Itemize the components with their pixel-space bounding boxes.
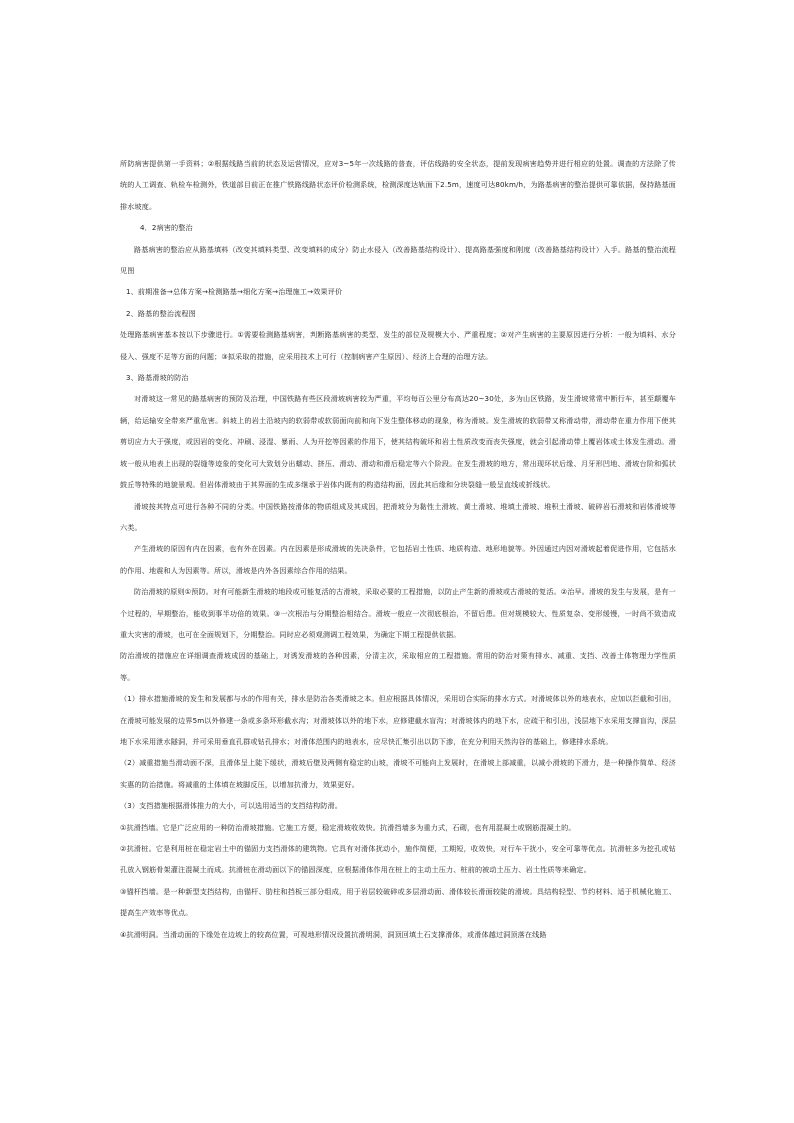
- paragraph-treatment-procedure: 处理路基病害基本按以下步骤进行。①需要检测路基病害，判断路基病害的类型、发生的部位及规模大小、严重程度；②对产生病害的主要原因进行分析：一般为填料、水分侵入、强度不足等方面的问题；③拟采取的措施，应采用技术上可行（控制病害产生原因）、经济上合理的治理方法。: [120, 330, 676, 361]
- document-body: [120, 153, 676, 945]
- paragraph-retaining-measures: （3）支挡措施根据滑体推力的大小，可以选用适当的支挡结构防滑。: [120, 801, 342, 811]
- paragraph-anchor-wall: ③锚杆挡墙。是一种新型支挡结构，由锚杆、肋柱和挡板三部分组成，用于岩层较破碎或多层滑动面、滑体较长滑面较陡的滑坡。具结构轻型、节约材料、适于机械化施工、提高生产效率等优点。: [120, 886, 676, 918]
- paragraph-landslide-causes: 产生滑坡的原因有内在因素，也有外在因素。内在因素是形成滑坡的先决条件，它包括岩土性质、地质构造、地形地貌等。外因通过内因对滑坡起着促进作用，它包括水的作用、地震和人为因素等。所以，滑坡是内外各因素综合作用的结果。: [120, 544, 676, 575]
- paragraph-treatment-approach: 路基病害的整治应从路基填料（改变其填料类型、改变填料的成分）防止水侵入（改善路基结构设计）、提高路基强度和刚度（改善路基结构设计）入手。路基的整治流程见图: [120, 244, 676, 276]
- paragraph-prevention-measures: 防治滑坡的措施应在详细调查滑坡成因的基础上，对诱发滑坡的各种因素，分清主次，采取相应的工程措施。常用的防治对策有排水、减重、支挡、改善土体物理力学性质等。: [120, 651, 676, 682]
- paragraph-prevention-principles: 防治滑坡的原则①预防。对有可能新生滑坡的地段或可能复活的古滑坡，采取必要的工程措施，以防止产生新的滑坡或古滑坡的复活。②治早。滑坡的发生与发展，是有一个过程的，早期整治，能收到事半功倍的效果。③一次根治与分期整治相结合。滑坡一般应一次彻底根治，不留后患。但对规模较大、性质复杂、变形缓慢，一时尚不致造成重大灾害的滑坡，也可在全面规划下，分期整治。同时应必须观测调工程效果，为确定下期工程提供依据。: [120, 587, 676, 639]
- list-item-flowchart-caption: 2、路基的整治流程图: [126, 308, 196, 318]
- section-heading-landslide: 3、路基滑坡的防治: [126, 373, 189, 383]
- paragraph-anti-slide-pile: ②抗滑桩。它是利用桩在稳定岩土中的锚固力支挡滑体的建筑物。它具有对滑体扰动小，施作简便，工期短，收效快，对行车干扰小，安全可靠等优点。抗滑桩多为挖孔或钻孔放入钢筋骨架灌注混凝土而成。抗滑桩在滑动面以下的锚固深度，应根据滑体作用在桩上的主动土压力、桩前的被动土压力、岩土性质等来确定。: [120, 844, 676, 875]
- paragraph-drainage-measures: （1）排水措施滑坡的发生和发展都与水的作用有关，排水是防治各类滑坡之本。但应根据具体情况，采用切合实际的排水方式。对滑坡体以外的地表水，应加以拦截和引出，在滑坡可能发展的边界5m以外修建一条或多条环形截水沟；对滑坡体以外的地下水，应修建截水盲沟；对滑坡体内的地下水，应疏干和引出，浅层地下水采用支撑盲沟，深层地下水采用泄水隧洞，并可采用垂直孔群或钻孔排水；对滑体范围内的地表水，应尽快汇集引出以防下渗，在充分利用天然沟谷的基础上，修建排水系统。: [120, 694, 676, 746]
- paragraph-load-reduction: （2）减重措施当滑动面不深，且滑体呈上陡下缓状，滑坡后壁及两侧有稳定的山坡，滑坡不可能向上发展时，在滑坡上部减重，以减小滑坡的下滑力，是一种操作简单、经济实惠的防治措施。将减重的土体填在坡脚反压，以增加抗滑力，效果更好。: [120, 758, 676, 789]
- list-item-treatment-steps: 1、前期准备→总体方案→检测路基→细化方案→治理施工→效果评价: [126, 287, 343, 297]
- paragraph-open-cut-tunnel: ④抗滑明洞。当滑动面的下缘处在边坡上的较高位置，可视地形情况设置抗滑明洞，洞顶回填土石支撑滑体，或滑体越过洞顶落在线路: [120, 929, 547, 939]
- paragraph-landslide-definition: 对滑坡这一常见的路基病害的预防及治理，中国铁路有些区段滑坡病害较为严重，平均每百公里分布高达20~30处，多为山区铁路，发生滑坡常常中断行车，甚至颠覆车辆，给运输安全带来严重危害。斜坡上的岩土沿坡内的软弱带或软弱面向前和向下发生整体移动的现象，称为滑坡。发生滑坡的软弱带又称滑动带，滑动带在重力作用下使其剪切应力大于强度，或因岩的变化、冲刷、浸湿、暴雨、人为开挖等因素的作用下，使其结构破坏和岩土性质改变而丧失强度，就会引起滑动带上覆岩体或土体发生滑动。滑坡一般从地表上出现的裂缝等迹象的变化可大致划分出蠕动、挤压、滑动、滑动和滑后稳定等六个阶段。在发生滑坡的地方，常出现环状后缘、月牙形凹地、滑坡台阶和弧状鼓丘等特殊的地貌景观。但岩体滑坡由于其界面的生成多继承于岩体内既有的构造结构面，因此其后缘和分块裂缝一般呈直线或折线状。: [120, 394, 676, 490]
- paragraph-anti-slide-wall: ①抗滑挡墙。它是广泛应用的一种防治滑坡措施。它施工方便，稳定滑坡收效快。抗滑挡墙多为重力式，石砌，也有用混凝土或钢筋混凝土的。: [120, 822, 576, 832]
- paragraph-landslide-classification: 滑坡按其特点可进行各种不同的分类。中国铁路按滑体的物质组成及其成因，把滑坡分为黏性土滑坡、黄土滑坡、堆填土滑坡、堆积土滑坡、破碎岩石滑坡和岩体滑坡等六类。: [120, 501, 676, 532]
- paragraph-survey-intro: 所防病害提供第一手资料；②根据线路当前的状态及运营情况，应对3~5年一次线路的普查，评估线路的安全状态，提前发现病害趋势并进行相应的处置。调查的方法除了传统的人工调查、轨检车检测外，铁道部目前正在推广铁路线路状态评价检测系统，检测深度达轨面下2.5m，速度可达80km/h，为路基病害的整治提供可靠依据，保持路基面排水坡度。: [120, 159, 676, 211]
- section-heading-treatment: 4．2病害的整治: [140, 223, 193, 233]
